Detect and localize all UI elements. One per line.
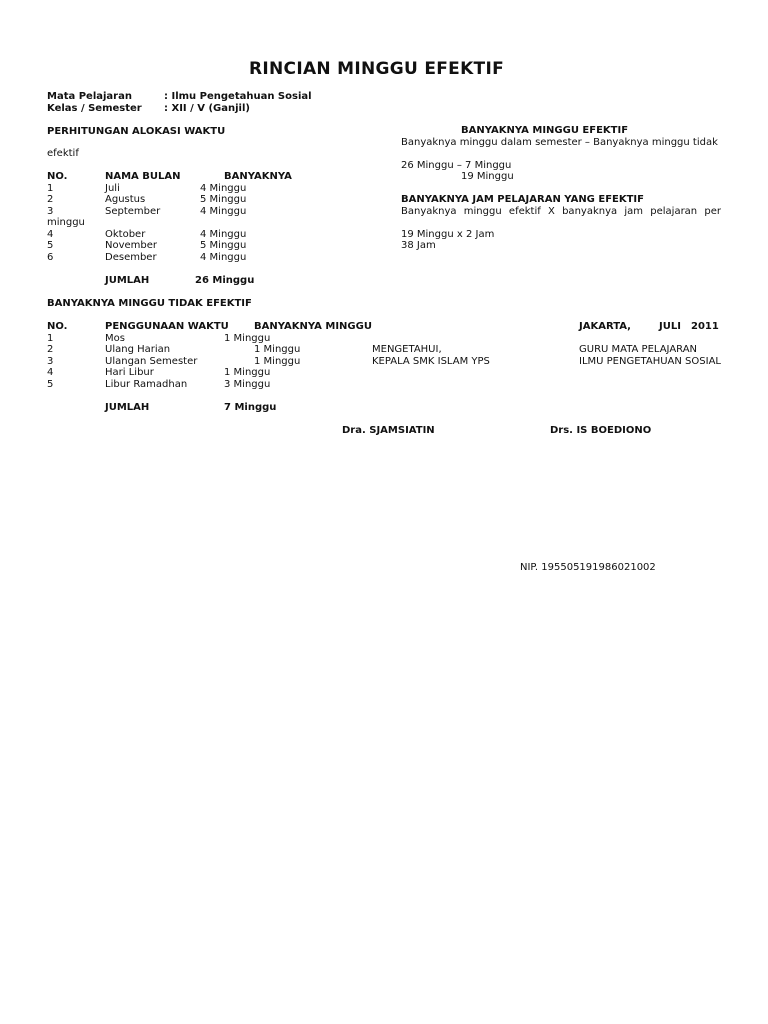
row-no: 3 [47, 206, 54, 217]
ineffective-col-usage: PENGGUNAAN WAKTU [105, 321, 229, 332]
row-weeks: 1 Minggu [254, 356, 301, 367]
page-title: RINCIAN MINGGU EFEKTIF [249, 59, 504, 79]
row-usage: Mos [105, 333, 125, 344]
row-amount: 4 Minggu [200, 252, 247, 263]
row-usage: Libur Ramadhan [105, 379, 188, 390]
row-month: Desember [105, 252, 157, 263]
row-amount: 4 Minggu [200, 229, 247, 240]
signature-nip: NIP. 195505191986021002 [520, 562, 656, 573]
class-label: Kelas / Semester [47, 103, 142, 114]
row-no: 1 [47, 183, 54, 194]
row-no: 2 [47, 344, 54, 355]
effective-hours-result: 38 Jam [401, 240, 436, 251]
row-no: 1 [47, 333, 54, 344]
ineffective-col-weeks: BANYAKNYA MINGGU [254, 321, 372, 332]
row-weeks: 3 Minggu [224, 379, 271, 390]
effective-weeks-result: 19 Minggu [461, 171, 514, 182]
allocation-col-no: NO. [47, 171, 68, 182]
row-month: Oktober [105, 229, 146, 240]
row-weeks: 1 Minggu [224, 333, 271, 344]
signature-right-name: Drs. IS BOEDIONO [550, 425, 652, 436]
row-no: 3 [47, 356, 54, 367]
allocation-col-month: NAMA BULAN [105, 171, 181, 182]
signature-right-line2: ILMU PENGETAHUAN SOSIAL [579, 356, 721, 367]
signature-left-name: Dra. SJAMSIATIN [342, 425, 435, 436]
ineffective-total-label: JUMLAH [105, 402, 150, 413]
signature-right-line1: GURU MATA PELAJARAN [579, 344, 698, 355]
row-no: 2 [47, 194, 54, 205]
signature-month: JULI [659, 321, 681, 332]
row-amount: 5 Minggu [200, 194, 247, 205]
row-month: September [105, 206, 161, 217]
row-amount: 5 Minggu [200, 240, 247, 251]
effective-weeks-calc: 26 Minggu – 7 Minggu [401, 160, 512, 171]
effective-hours-formula: Banyaknya minggu efektif X banyaknya jam pelajaran per [401, 206, 721, 217]
signature-left-line2: KEPALA SMK ISLAM YPS [372, 356, 490, 367]
allocation-col-amount: BANYAKNYA [224, 171, 292, 182]
subject-value: : Ilmu Pengetahuan Sosial [164, 91, 312, 102]
effective-hours-formula-tail: minggu [47, 217, 85, 228]
row-usage: Hari Libur [105, 367, 154, 378]
allocation-heading-tail: efektif [47, 148, 79, 159]
row-month: November [105, 240, 158, 251]
ineffective-col-no: NO. [47, 321, 68, 332]
allocation-total-value: 26 Minggu [195, 275, 255, 286]
row-usage: Ulangan Semester [105, 356, 198, 367]
effective-weeks-heading: BANYAKNYA MINGGU EFEKTIF [461, 125, 629, 136]
row-month: Agustus [105, 194, 146, 205]
effective-hours-heading: BANYAKNYA JAM PELAJARAN YANG EFEKTIF [401, 194, 644, 205]
effective-hours-calc: 19 Minggu x 2 Jam [401, 229, 495, 240]
row-no: 4 [47, 367, 54, 378]
row-amount: 4 Minggu [200, 183, 247, 194]
row-no: 5 [47, 379, 54, 390]
row-amount: 4 Minggu [200, 206, 247, 217]
allocation-total-label: JUMLAH [105, 275, 150, 286]
signature-left-line1: MENGETAHUI, [372, 344, 442, 355]
allocation-heading: PERHITUNGAN ALOKASI WAKTU [47, 126, 226, 137]
row-weeks: 1 Minggu [254, 344, 301, 355]
row-no: 5 [47, 240, 54, 251]
row-no: 4 [47, 229, 54, 240]
effective-weeks-formula: Banyaknya minggu dalam semester – Banyaknya minggu tidak [401, 137, 718, 148]
row-usage: Ulang Harian [105, 344, 171, 355]
class-value: : XII / V (Ganjil) [164, 103, 250, 114]
row-weeks: 1 Minggu [224, 367, 271, 378]
row-no: 6 [47, 252, 54, 263]
signature-year: 2011 [691, 321, 719, 332]
subject-label: Mata Pelajaran [47, 91, 132, 102]
row-month: Juli [105, 183, 120, 194]
ineffective-total-value: 7 Minggu [224, 402, 277, 413]
signature-place: JAKARTA, [579, 321, 631, 332]
ineffective-heading: BANYAKNYA MINGGU TIDAK EFEKTIF [47, 298, 252, 309]
